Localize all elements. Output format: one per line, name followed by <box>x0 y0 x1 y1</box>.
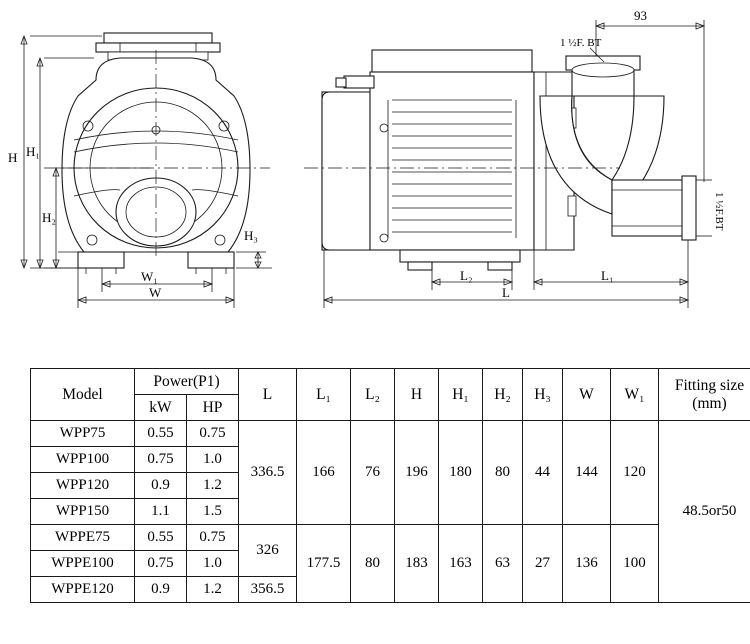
table-body <box>31 421 750 603</box>
dim-H1: H₁ <box>26 144 40 159</box>
header-fitting-size <box>659 369 750 421</box>
dim-93: 93 <box>634 8 647 23</box>
cell-kw: 0.55 <box>135 525 187 551</box>
header-hp: HP <box>187 395 239 421</box>
header-H2: H₂ <box>483 369 523 421</box>
label-inlet-thread: 1 ½F. BT <box>560 37 602 49</box>
dim-H: H <box>8 150 18 165</box>
table-row <box>31 421 750 447</box>
dim-L1: L₁ <box>601 268 614 283</box>
header-L1: L₁ <box>297 369 351 421</box>
cell-W1-group2: 100 <box>611 525 659 603</box>
header-H3: H₃ <box>523 369 563 421</box>
cell-model: WPP100 <box>31 447 135 473</box>
cell-hp: 1.0 <box>187 551 239 577</box>
spec-table <box>30 368 750 603</box>
header-power: Power(P1) <box>135 369 239 395</box>
header-L: L <box>239 369 297 421</box>
side-view <box>304 8 725 308</box>
dim-W1: W₁ <box>141 269 158 284</box>
cell-hp: 0.75 <box>187 421 239 447</box>
header-W: W <box>563 369 611 421</box>
cell-H2-group1: 80 <box>483 421 523 525</box>
cell-L1-group2: 177.5 <box>297 525 351 603</box>
dim-H3: H₃ <box>244 228 258 243</box>
cell-model: WPP150 <box>31 499 135 525</box>
cell-H1-group1: 180 <box>439 421 483 525</box>
cell-kw: 0.9 <box>135 577 187 603</box>
header-fitting-size-text: Fitting size <box>674 377 745 395</box>
cell-L2-group1: 76 <box>351 421 395 525</box>
cell-kw: 1.1 <box>135 499 187 525</box>
cell-kw: 0.55 <box>135 421 187 447</box>
cell-H3-group1: 44 <box>523 421 563 525</box>
cell-H-group1: 196 <box>395 421 439 525</box>
cell-H2-group2: 63 <box>483 525 523 603</box>
spec-table-wrapper <box>30 368 745 603</box>
header-kw: kW <box>135 395 187 421</box>
cell-H1-group2: 163 <box>439 525 483 603</box>
cell-model: WPPE100 <box>31 551 135 577</box>
table-header <box>31 369 750 421</box>
header-model: Model <box>31 369 135 421</box>
dim-H2: H₂ <box>42 210 56 225</box>
cell-W-group1: 144 <box>563 421 611 525</box>
cell-model: WPPE120 <box>31 577 135 603</box>
cell-hp: 1.2 <box>187 473 239 499</box>
cell-H-group2: 183 <box>395 525 439 603</box>
cell-hp: 1.5 <box>187 499 239 525</box>
cell-kw: 0.75 <box>135 447 187 473</box>
header-H1: H₁ <box>439 369 483 421</box>
front-view <box>8 33 272 308</box>
cell-model: WPPE75 <box>31 525 135 551</box>
cell-model: WPP75 <box>31 421 135 447</box>
dim-L: L <box>502 285 510 300</box>
cell-H3-group2: 27 <box>523 525 563 603</box>
cell-hp: 1.0 <box>187 447 239 473</box>
cell-hp: 1.2 <box>187 577 239 603</box>
label-outlet-thread: 1 ½F.BT <box>713 192 725 231</box>
cell-L-group1: 336.5 <box>239 421 297 525</box>
table-row <box>31 525 750 551</box>
cell-model: WPP120 <box>31 473 135 499</box>
header-W1: W₁ <box>611 369 659 421</box>
dim-L2: L₂ <box>460 268 473 283</box>
cell-kw: 0.9 <box>135 473 187 499</box>
header-H: H <box>395 369 439 421</box>
cell-L1-group1: 166 <box>297 421 351 525</box>
cell-fitting-size: 48.5or50 <box>659 421 750 603</box>
dim-W: W <box>149 285 162 300</box>
cell-L2-group2: 80 <box>351 525 395 603</box>
cell-W-group2: 136 <box>563 525 611 603</box>
header-fitting-size-unit: (mm) <box>692 394 727 412</box>
cell-W1-group1: 120 <box>611 421 659 525</box>
header-L2: L₂ <box>351 369 395 421</box>
cell-L-group2-bottom: 356.5 <box>239 577 297 603</box>
cell-L-group2-top: 326 <box>239 525 297 577</box>
cell-hp: 0.75 <box>187 525 239 551</box>
table-header-row-1 <box>31 369 750 395</box>
cell-kw: 0.75 <box>135 551 187 577</box>
